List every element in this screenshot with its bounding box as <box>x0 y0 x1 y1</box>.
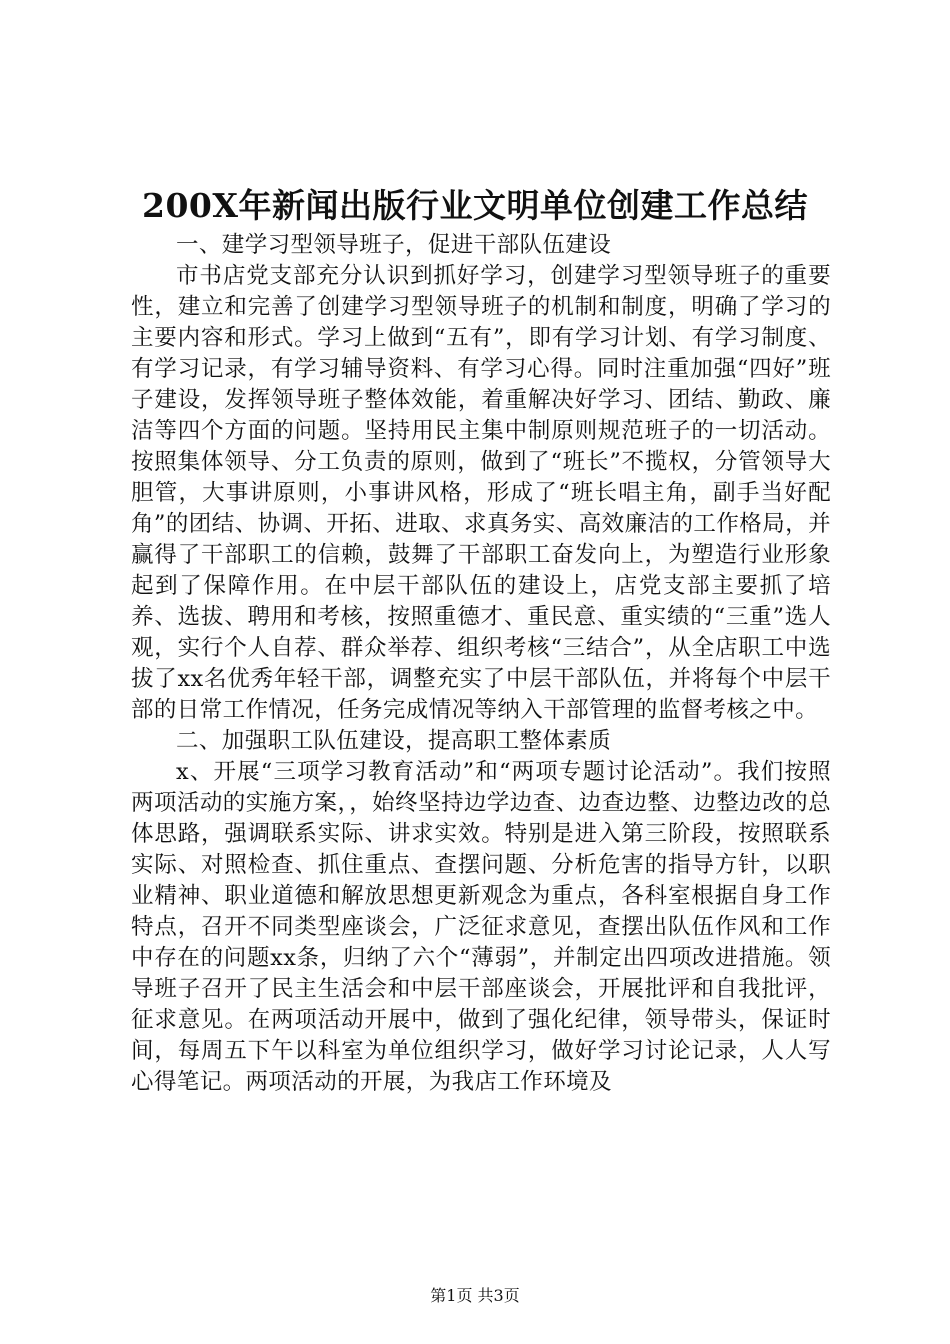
page-indicator: 第1页 共3页 <box>430 1286 520 1305</box>
document-title: 200X年新闻出版行业文明单位创建工作总结 <box>142 186 808 225</box>
section-heading-2: 二、加强职工队伍建设，提高职工整体素质 <box>176 728 612 754</box>
section-heading-1: 一、建学习型领导班子，促进干部队伍建设 <box>176 232 612 258</box>
body-paragraph-1: 市书店党支部充分认识到抓好学习，创建学习型领导班子的重要性，建立和完善了创建学习型领导班子的机制和制度，明确了学习的主要内容和形式。学习上做到“五有”，即有学习计划、有学习制度、有学习记录，有学习辅导资料、有学习心得。同时注重加强“四好”班子建设，发挥领导班子整体效能，着重解决好学习、团结、勤政、廉洁等四个方面的问题。坚持用民主集中制原则规范班子的一切活动。按照集体领导、分工负责的原则，做到了“班长”不揽权，分管领导大胆管，大事讲原则，小事讲风格，形成了“班长唱主角，副手当好配角”的团结、协调、开拓、进取、求真务实、高效廉洁的工作格局，并赢得了干部职工的信赖，鼓舞了干部职工奋发向上，为塑造行业形象起到了保障作用。在中层干部队伍的建设上，店党支部主要抓了培养、选拔、聘用和考核，按照重德才、重民意、重实绩的“三重”选人观，实行个人自荐、群众举荐、组织考核“三结合”，从全店职工中选拔了xx名优秀年轻干部，调整充实了中层干部队伍，并将每个中层干部的日常工作情况，任务完成情况等纳入干部管理的监督考核之中。 <box>131 263 831 723</box>
document-body <box>131 230 831 1098</box>
body-paragraph-2: x、开展“三项学习教育活动”和“两项专题讨论活动”。我们按照两项活动的实施方案，，始终坚持边学边查、边查边整、边整边改的总体思路，强调联系实际、讲求实效。特别是进入第三阶段，按照联系实际、对照检查、抓住重点、查摆问题、分析危害的指导方针，以职业精神、职业道德和解放思想更新观念为重点，各科室根据自身工作特点，召开不同类型座谈会，广泛征求意见，查摆出队伍作风和工作中存在的问题xx条，归纳了六个“薄弱”，并制定出四项改进措施。领导班子召开了民主生活会和中层干部座谈会，开展批评和自我批评，征求意见。在两项活动开展中，做到了强化纪律，领导带头，保证时间，每周五下午以科室为单位组织学习，做好学习讨论记录，人人写心得笔记。两项活动的开展，为我店工作环境及 <box>131 759 831 1095</box>
